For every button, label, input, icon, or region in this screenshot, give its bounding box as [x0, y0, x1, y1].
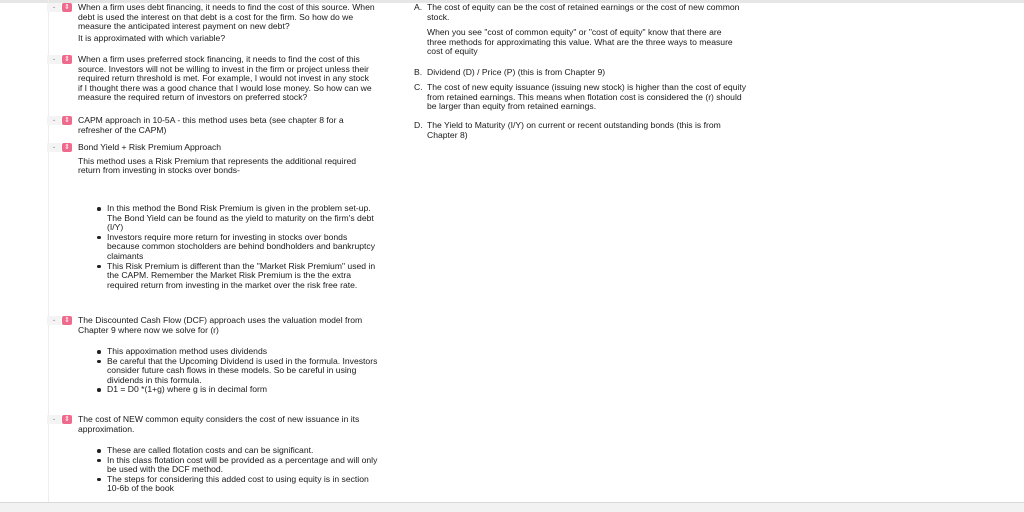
chevron-up-down-icon[interactable]: ⇕ [62, 143, 72, 152]
bullet-line: Investors require more return for investing in stocks over bonds [107, 231, 348, 242]
chevron-up-down-icon[interactable]: ⇕ [62, 316, 72, 325]
bullet-line: because common stocholders are behind bondholders and bankruptcy [107, 241, 376, 252]
collapse-minus-icon[interactable]: - [47, 316, 61, 325]
item-controls [47, 415, 73, 424]
item-text: Chapter 9 where now we solve for (r) [78, 324, 219, 335]
bullet-line: The steps for considering this added cost to using equity is in section [107, 473, 369, 484]
bullet-line: Be careful that the Upcoming Dividend is used in the formula. Investors [107, 355, 378, 366]
item-new-equity [78, 415, 413, 434]
list-item [107, 385, 412, 395]
bullet-line: This Risk Premium is different than the "Market Risk Premium" used in [107, 260, 376, 271]
item-text: The cost of NEW common equity considers the cost of new issuance in its [78, 414, 360, 424]
question-text: When a firm uses debt financing, it needs to find the cost of this source. When [78, 2, 375, 12]
list-item [107, 456, 412, 475]
answer-note: When you see "cost of common equity" or "cost of equity" know that there are [427, 27, 722, 38]
collapse-minus-icon[interactable]: - [47, 3, 61, 12]
answer-line: The cost of equity can be the cost of retained earnings or the cost of new common [427, 2, 740, 12]
item-controls [47, 316, 73, 325]
chevron-up-down-icon[interactable]: ⇕ [62, 116, 72, 125]
bullet-line: This appoximation method uses dividends [107, 346, 268, 356]
question-text: source. Investors will not be willing to invest in the firm or project unless their [78, 63, 369, 74]
list-item [107, 233, 412, 262]
bullet-line: be used with the DCF method. [107, 464, 224, 475]
question-debt-cost [78, 3, 413, 43]
item-dcf-approach [78, 316, 413, 335]
question-text: measure the required return of investors on preferred stock? [78, 92, 308, 103]
bullet-line: In this class flotation cost will be provided as a percentage and will only [107, 454, 378, 465]
list-item [107, 357, 412, 386]
item-controls [47, 55, 73, 64]
bullet-line: dividends in this formula. [107, 374, 202, 385]
list-item [107, 475, 412, 494]
bullet-line: The Bond Yield can be found as the yield to maturity on the firm's debt [107, 212, 374, 223]
item-text: CAPM approach in 10-5A - this method uses beta (see chapter 8 for a [78, 115, 344, 125]
bullet-line: In this method the Bond Risk Premium is given in the problem set-up. [107, 203, 371, 213]
answer-line: from retained earnings. This means when flotation cost is considered the (r) should [427, 91, 742, 102]
item-heading: Bond Yield + Risk Premium Approach [78, 142, 222, 152]
list-item [107, 204, 412, 233]
answer-label: D. [414, 120, 423, 130]
answer-line: be larger than equity from retained earnings. [427, 101, 597, 112]
collapse-minus-icon[interactable]: - [47, 143, 61, 152]
item-text: refresher of the CAPM) [78, 124, 167, 135]
chevron-up-down-icon[interactable]: ⇕ [62, 3, 72, 12]
answer-text [427, 68, 605, 78]
item-text: The Discounted Cash Flow (DCF) approach uses the valuation model from [78, 315, 363, 325]
outline-margin [0, 0, 49, 511]
answer-note: cost of equity [427, 46, 478, 57]
answer-line: The cost of new equity issuance (issuing new stock) is higher than the cost of equity [427, 82, 747, 92]
question-prompt: It is approximated with which variable? [78, 32, 226, 43]
item-text: This method uses a Risk Premium that represents the additional required [78, 155, 357, 166]
answer-text [427, 3, 739, 57]
answer-line: stock. [427, 11, 450, 22]
bullet-line: D1 = D0 *(1+g) where g is in decimal form [107, 384, 268, 395]
item-capm-approach [78, 116, 413, 135]
question-text: measure the anticipated interest payment on new debt? [78, 21, 290, 32]
bullet-line: These are called flotation costs and can be significant. [107, 445, 314, 455]
new-equity-bullets [107, 446, 412, 494]
answer-note: three methods for approximating this value. What are the three ways to measure [427, 36, 733, 47]
question-text: if I thought there was a good chance that I would lose money. So how can we [78, 82, 372, 93]
chevron-up-down-icon[interactable]: ⇕ [62, 55, 72, 64]
collapse-minus-icon[interactable]: - [47, 415, 61, 424]
question-text: required return threshold is met. For example, I would not invest in any stock [78, 73, 369, 84]
answer-text [427, 121, 721, 140]
question-text: debt is used the interest on that debt is a cost for the firm. So how do we [78, 11, 354, 22]
item-bond-yield [78, 143, 413, 176]
answer-text [427, 83, 746, 112]
item-text: approximation. [78, 423, 135, 434]
dcf-bullets [107, 347, 412, 395]
item-controls [47, 3, 73, 12]
bond-yield-bullets [107, 204, 412, 290]
item-controls [47, 143, 73, 152]
item-text: return from investing in stocks over bonds- [78, 165, 240, 176]
bullet-line: (I/Y) [107, 222, 124, 233]
list-item [107, 262, 412, 291]
bullet-line: claimants [107, 250, 144, 261]
question-text: When a firm uses preferred stock financing, it needs to find the cost of this [78, 54, 360, 64]
bullet-line: 10-6b of the book [107, 483, 174, 494]
answer-line: Chapter 8) [427, 129, 468, 140]
answer-label: B. [414, 67, 423, 77]
bullet-line: the CAPM. Remember the Market Risk Premium is the the extra [107, 270, 352, 281]
answer-label: C. [414, 82, 423, 92]
item-controls [47, 116, 73, 125]
bullet-line: required return from investing in the market over the risk free rate. [107, 279, 358, 290]
collapse-minus-icon[interactable]: - [47, 55, 61, 64]
answer-line: The Yield to Maturity (I/Y) on current or recent outstanding bonds (this is from [427, 120, 721, 130]
question-preferred-stock [78, 55, 413, 103]
chevron-up-down-icon[interactable]: ⇕ [62, 415, 72, 424]
bullet-line: consider future cash flows in these models. So be careful in using [107, 365, 357, 376]
collapse-minus-icon[interactable]: - [47, 116, 61, 125]
answer-line: Dividend (D) / Price (P) (this is from Chapter 9) [427, 67, 606, 77]
answer-label: A. [414, 2, 423, 12]
